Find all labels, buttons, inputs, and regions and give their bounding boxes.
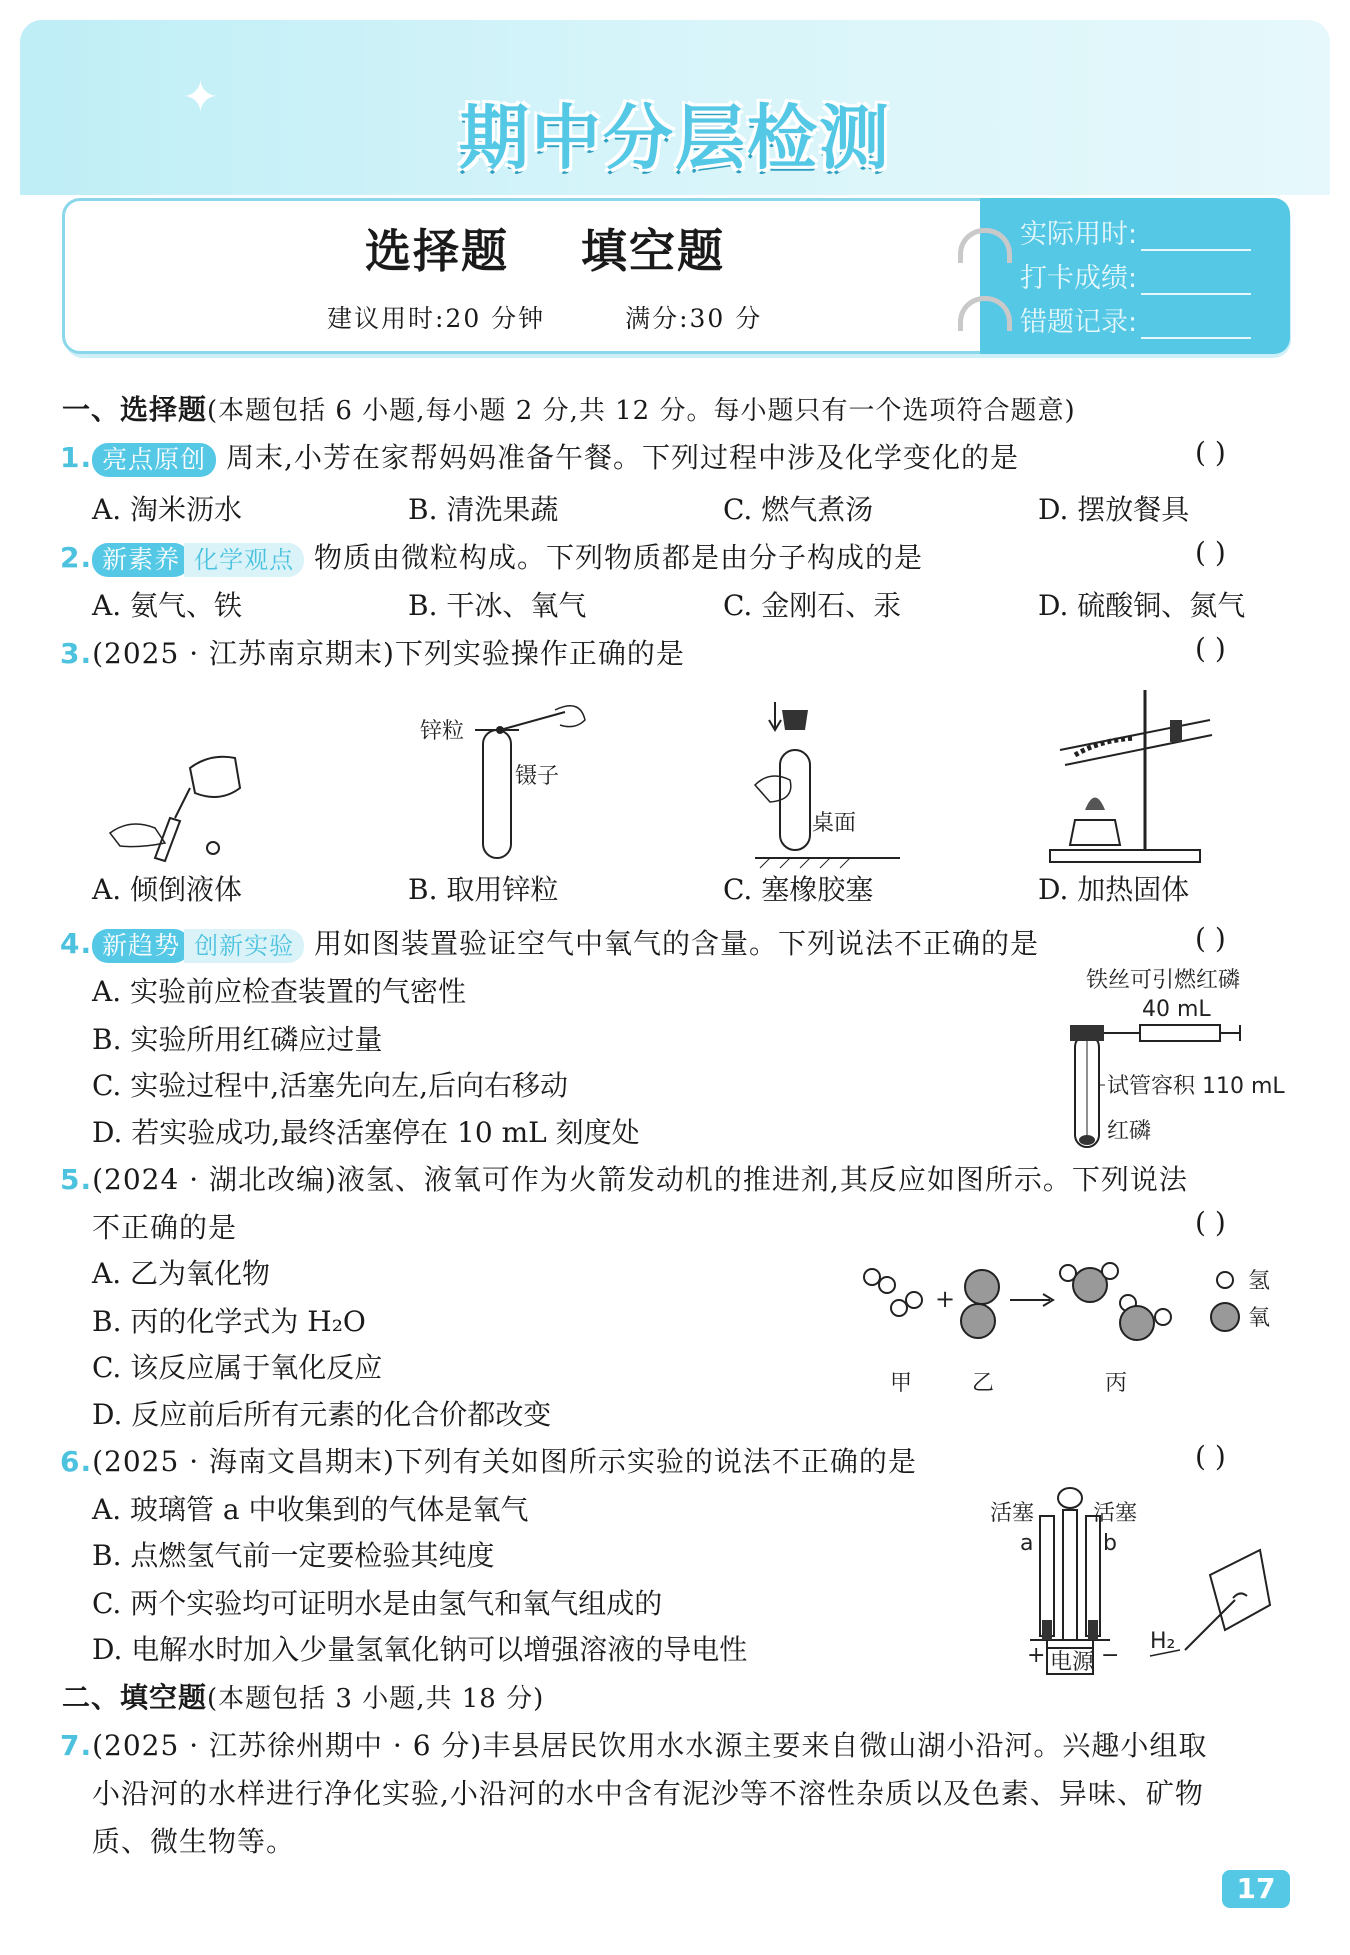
figure-pour-liquid <box>100 728 260 868</box>
q2-option-b[interactable]: B. 干冰、氧气 <box>408 589 587 622</box>
q5-option-c[interactable]: C. 该反应属于氧化反应 <box>92 1351 383 1384</box>
q1-stem: 1. 亮点原创 周末,小芳在家帮妈妈准备午餐。下列过程中涉及化学变化的是 <box>60 436 1019 477</box>
phosphorus-label: 红磷 <box>1107 1119 1152 1144</box>
q4-option-d[interactable]: D. 若实验成功,最终活塞停在 10 mL 刻度处 <box>92 1116 640 1149</box>
q6-option-d[interactable]: D. 电解水时加入少量氢氧化钠可以增强溶液的导电性 <box>92 1633 748 1666</box>
q4-option-b[interactable]: B. 实验所用红磷应过量 <box>92 1023 383 1056</box>
label-yi: 乙 <box>972 1371 995 1396</box>
banner-title: 期中分层检测 <box>459 97 891 179</box>
figure-heat-solid <box>1040 680 1220 870</box>
q6-option-a[interactable]: A. 玻璃管 a 中收集到的气体是氧气 <box>92 1493 529 1526</box>
q1-option-c[interactable]: C. 燃气煮汤 <box>723 493 874 526</box>
q2-option-c[interactable]: C. 金刚石、汞 <box>723 589 902 622</box>
answer-paren[interactable]: ( ) <box>1195 632 1226 665</box>
q4-stem: 4. 新趋势 创新实验 用如图装置验证空气中氧气的含量。下列说法不正确的是 <box>60 922 1039 963</box>
sparkle-icon: ✦ <box>182 72 219 123</box>
q5-option-b[interactable]: B. 丙的化学式为 H₂O <box>92 1305 366 1338</box>
stopcock-left: 活塞 <box>990 1501 1035 1526</box>
figure-electrolysis <box>985 1480 1285 1690</box>
figure-rubber-stopper <box>750 690 910 870</box>
q1-option-b[interactable]: B. 清洗果蔬 <box>408 493 559 526</box>
actual-time-field[interactable]: 实际用时: <box>1020 212 1251 251</box>
q3-option-d[interactable]: D. 加热固体 <box>1038 873 1190 906</box>
suggested-time: 建议用时:20 分钟 <box>327 304 546 333</box>
q7-line2: 小沿河的水样进行净化实验,小沿河的水中含有泥沙等不溶性杂质以及色素、异味、矿物 <box>92 1777 1204 1810</box>
svg-text:−: − <box>1101 1643 1120 1668</box>
svg-text:+: + <box>1027 1643 1046 1668</box>
h2-label: H₂ <box>1150 1629 1176 1654</box>
q7-line1: 7.(2025 · 江苏徐州期中 · 6 分)丰县居民饮用水水源主要来自微山湖小沿河。兴趣小组取 <box>60 1729 1208 1762</box>
q6-option-c[interactable]: C. 两个实验均可证明水是由氢气和氧气组成的 <box>92 1587 663 1620</box>
q5-option-d[interactable]: D. 反应前后所有元素的化合价都改变 <box>92 1398 552 1431</box>
q3-option-c[interactable]: C. 塞橡胶塞 <box>723 873 874 906</box>
power-label: 电源 <box>1050 1650 1095 1675</box>
q6-option-b[interactable]: B. 点燃氢气前一定要检验其纯度 <box>92 1539 495 1572</box>
q5-stem: 5.(2024 · 湖北改编)液氢、液氧可作为火箭发动机的推进剂,其反应如图所示。下列说法 <box>60 1163 1188 1196</box>
svg-text:+: + <box>935 1285 956 1313</box>
tweezers-label: 镊子 <box>515 764 560 789</box>
answer-paren[interactable]: ( ) <box>1195 436 1226 469</box>
desk-label: 桌面 <box>812 811 857 836</box>
legend-hydrogen: 氢 <box>1248 1269 1271 1294</box>
syringe-label: 40 mL <box>1142 997 1211 1022</box>
section1-heading: 一、选择题(本题包括 6 小题,每小题 2 分,共 12 分。每小题只有一个选项符合题意) <box>62 393 1076 426</box>
figure-zinc-tweezers <box>415 700 595 870</box>
answer-paren[interactable]: ( ) <box>1195 536 1226 569</box>
stopcock-right: 活塞 <box>1093 1501 1138 1526</box>
section2-heading: 二、填空题(本题包括 3 小题,共 18 分) <box>62 1681 545 1714</box>
q4-option-a[interactable]: A. 实验前应检查装置的气密性 <box>92 975 467 1008</box>
label-jia: 甲 <box>890 1371 913 1396</box>
zinc-label: 锌粒 <box>420 719 465 744</box>
wrong-record-field[interactable]: 错题记录: <box>1020 300 1251 339</box>
q5-stem-2: 不正确的是 <box>92 1211 238 1244</box>
figure-molecule-reaction <box>860 1255 1280 1405</box>
answer-paren[interactable]: ( ) <box>1195 922 1226 955</box>
q3-option-a[interactable]: A. 倾倒液体 <box>92 873 243 906</box>
tube-a-label: a <box>1020 1531 1034 1556</box>
header-title: 选择题 填空题 <box>365 224 726 278</box>
q2-option-a[interactable]: A. 氨气、铁 <box>92 589 243 622</box>
q2-option-d[interactable]: D. 硫酸铜、氮气 <box>1038 589 1246 622</box>
answer-paren[interactable]: ( ) <box>1195 1206 1226 1239</box>
q2-stem: 2. 新素养 化学观点 物质由微粒构成。下列物质都是由分子构成的是 <box>60 536 923 577</box>
binder-ring-icon <box>958 296 1012 331</box>
wire-label: 铁丝可引燃红磷 <box>1086 968 1241 993</box>
q7-line3: 质、微生物等。 <box>92 1825 296 1858</box>
q6-stem: 6.(2025 · 海南文昌期末)下列有关如图所示实验的说法不正确的是 <box>60 1445 917 1478</box>
q1-tag: 亮点原创 <box>92 443 216 477</box>
q4-option-c[interactable]: C. 实验过程中,活塞先向左,后向右移动 <box>92 1069 569 1102</box>
q1-option-a[interactable]: A. 淘米沥水 <box>92 493 243 526</box>
figure-oxygen-apparatus <box>1060 965 1300 1155</box>
q3-option-b[interactable]: B. 取用锌粒 <box>408 873 559 906</box>
q1-option-d[interactable]: D. 摆放餐具 <box>1038 493 1190 526</box>
label-bing: 丙 <box>1105 1371 1128 1396</box>
title-banner <box>20 20 1330 195</box>
header-sub <box>327 299 762 335</box>
record-panel <box>980 198 1290 354</box>
answer-paren[interactable]: ( ) <box>1195 1440 1226 1473</box>
q3-stem: 3.(2025 · 江苏南京期末)下列实验操作正确的是 <box>60 637 685 670</box>
page-number: 17 <box>1222 1870 1290 1908</box>
tube-b-label: b <box>1103 1531 1117 1556</box>
binder-ring-icon <box>958 228 1012 263</box>
full-score: 满分:30 分 <box>625 304 763 333</box>
score-field[interactable]: 打卡成绩: <box>1020 256 1251 295</box>
tube-label: 试管容积 110 mL <box>1107 1074 1285 1099</box>
q5-option-a[interactable]: A. 乙为氧化物 <box>92 1257 271 1290</box>
legend-oxygen: 氧 <box>1248 1306 1271 1331</box>
